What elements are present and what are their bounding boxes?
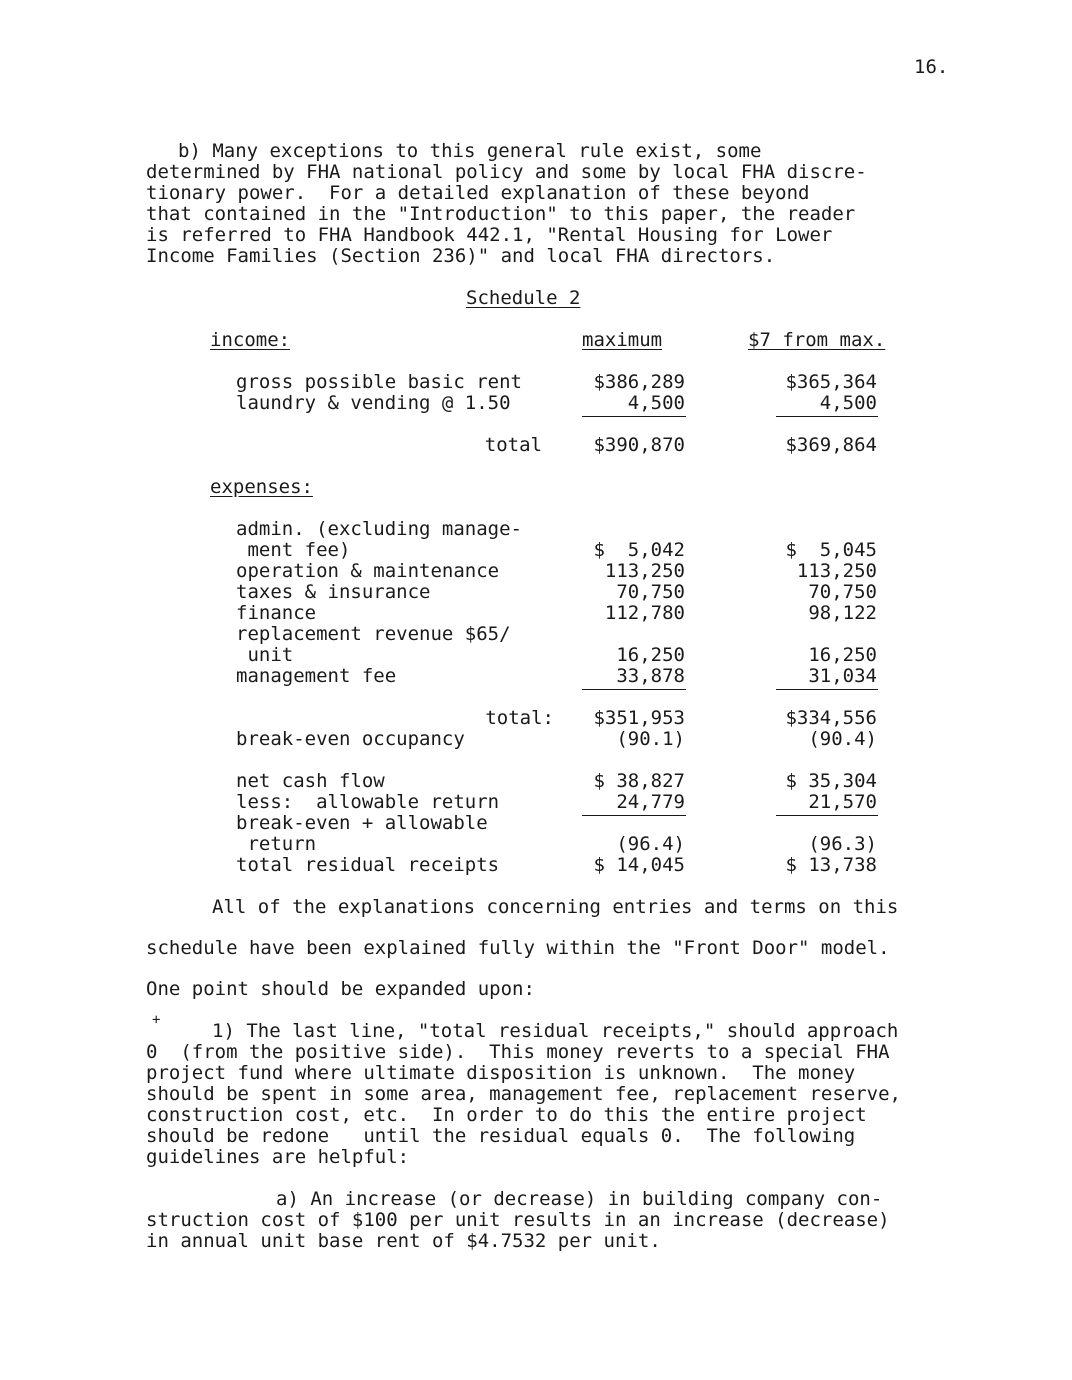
- max-value: 16,250: [616, 644, 685, 666]
- row-label: admin. (excluding manage-: [236, 518, 522, 540]
- intro-line: determined by FHA national policy and some by local FHA discre-: [146, 161, 867, 183]
- row-label: less: allowable return: [236, 791, 500, 813]
- from-max-value: $ 5,045: [785, 539, 877, 561]
- point-line: struction cost of $100 per unit results in an increase (decrease): [146, 1209, 890, 1231]
- row-label: gross possible basic rent: [236, 371, 522, 393]
- row-label: break-even + allowable: [236, 812, 488, 834]
- from-max-value: 98,122: [808, 602, 877, 624]
- max-value: $386,289: [593, 371, 685, 393]
- max-value: 24,779: [616, 791, 685, 813]
- body-line: schedule have been explained fully within the "Front Door" model.: [146, 937, 890, 959]
- page-number: 16.: [914, 56, 949, 78]
- from-max-value: (90.4): [808, 728, 877, 750]
- point-line: construction cost, etc. In order to do this the entire project: [146, 1104, 867, 1126]
- from-max-value: 4,500: [819, 392, 877, 414]
- point-line: guidelines are helpful:: [146, 1146, 410, 1168]
- intro-line: is referred to FHA Handbook 442.1, "Rental Housing for Lower: [146, 224, 833, 246]
- from-max-value: 31,034: [808, 665, 877, 687]
- subtotal-rule: [776, 815, 878, 816]
- max-value: 70,750: [616, 581, 685, 603]
- max-value: $ 14,045: [593, 854, 685, 876]
- point-line: in annual unit base rent of $4.7532 per unit.: [146, 1230, 661, 1252]
- row-label: break-even occupancy: [236, 728, 465, 750]
- subtotal-rule: [582, 689, 686, 690]
- body-line: All of the explanations concerning entries and terms on this: [212, 896, 899, 918]
- point-line: 0 (from the positive side). This money reverts to a special FHA: [146, 1041, 890, 1063]
- subtotal-rule: [776, 689, 878, 690]
- subtotal-rule: [776, 416, 878, 417]
- max-value: 112,780: [604, 602, 685, 624]
- max-value: 4,500: [627, 392, 685, 414]
- max-value: (96.4): [616, 833, 685, 855]
- max-value: $ 5,042: [593, 539, 685, 561]
- from-max-value: 16,250: [808, 644, 877, 666]
- intro-line: b) Many exceptions to this general rule exist, some: [178, 140, 762, 162]
- intro-line: tionary power. For a detailed explanation of these beyond: [146, 182, 810, 204]
- row-label: unit: [236, 644, 294, 666]
- from-max-value: $369,864: [785, 434, 877, 456]
- max-value: $390,870: [593, 434, 685, 456]
- point-line: 1) The last line, "total residual receipts," should approach: [212, 1020, 899, 1042]
- column-header-maximum: maximum: [582, 329, 663, 351]
- row-label: ment fee): [236, 539, 351, 561]
- schedule-title: Schedule 2: [466, 287, 581, 309]
- row-label: net cash flow: [236, 770, 385, 792]
- max-value: $351,953: [593, 707, 685, 729]
- from-max-value: $ 13,738: [785, 854, 877, 876]
- expenses-heading: expenses:: [210, 476, 313, 498]
- point-line: should be spent in some area, management fee, replacement reserve,: [146, 1083, 901, 1105]
- from-max-value: $ 35,304: [785, 770, 877, 792]
- row-label: finance: [236, 602, 317, 624]
- point-line: should be redone until the residual equals 0. The following: [146, 1125, 856, 1147]
- max-value: (90.1): [616, 728, 685, 750]
- point-line: project fund where ultimate disposition is unknown. The money: [146, 1062, 856, 1084]
- subtotal-rule: [582, 416, 686, 417]
- column-header-from-max: $7 from max.: [748, 329, 886, 351]
- intro-line: that contained in the "Introduction" to this paper, the reader: [146, 203, 856, 225]
- from-max-value: $365,364: [785, 371, 877, 393]
- from-max-value: 21,570: [808, 791, 877, 813]
- income-heading: income:: [210, 329, 291, 351]
- row-label: laundry & vending @ 1.50: [236, 392, 511, 414]
- from-max-value: 113,250: [796, 560, 877, 582]
- row-label: total:: [485, 707, 554, 729]
- row-label: total: [484, 434, 542, 456]
- point-line: a) An increase (or decrease) in building company con-: [276, 1188, 883, 1210]
- max-value: 113,250: [604, 560, 685, 582]
- from-max-value: 70,750: [808, 581, 877, 603]
- superscript-plus: +: [152, 1012, 161, 1028]
- max-value: $ 38,827: [593, 770, 685, 792]
- subtotal-rule: [582, 815, 686, 816]
- row-label: total residual receipts: [236, 854, 500, 876]
- row-label: taxes & insurance: [236, 581, 431, 603]
- row-label: operation & maintenance: [236, 560, 500, 582]
- intro-line: Income Families (Section 236)" and local FHA directors.: [146, 245, 776, 267]
- max-value: 33,878: [616, 665, 685, 687]
- from-max-value: (96.3): [808, 833, 877, 855]
- row-label: replacement revenue $65/: [236, 623, 511, 645]
- row-label: return: [236, 833, 317, 855]
- from-max-value: $334,556: [785, 707, 877, 729]
- body-line: One point should be expanded upon:: [146, 978, 535, 1000]
- row-label: management fee: [236, 665, 397, 687]
